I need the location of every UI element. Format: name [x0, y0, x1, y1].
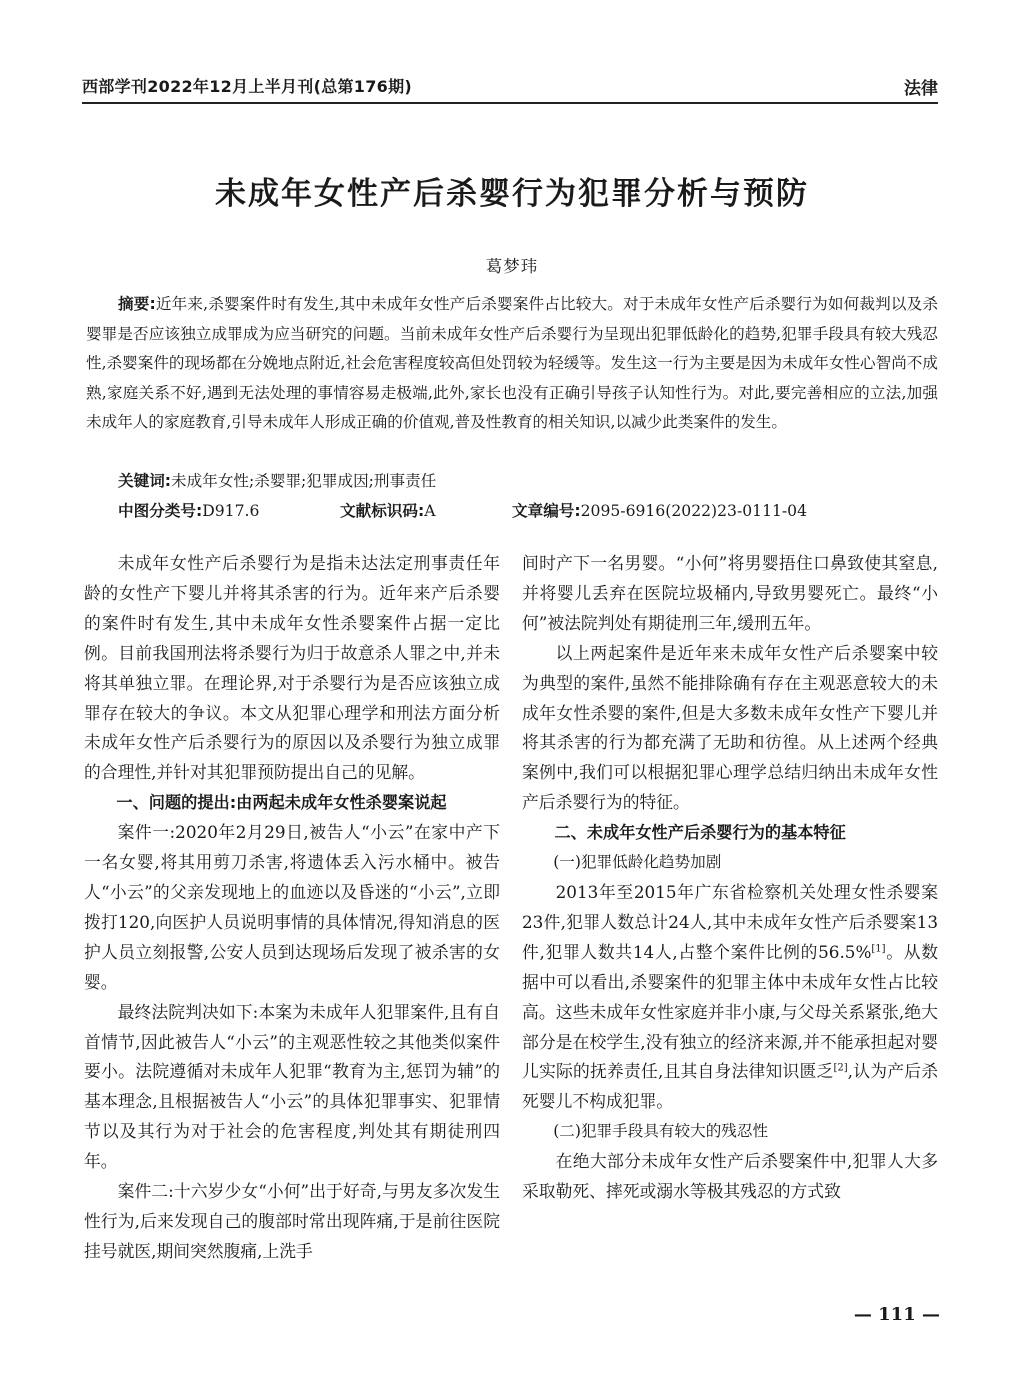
paragraph: 在绝大部分未成年女性产后杀婴案件中,犯罪人大多采取勒死、摔死或溺水等极其残忍的方式致 [522, 1151, 938, 1202]
abstract-label: 摘要: [118, 295, 156, 313]
paragraph: 间时产下一名男婴。“小何”将男婴捂住口鼻致使其窒息,并将婴儿丢弃在医院垃圾桶内,导致男婴死亡。最终“小何”被法院判处有期徒刑三年,缓刑五年。 [522, 553, 938, 633]
abstract [86, 290, 938, 438]
abstract-text: 近年来,杀婴案件时有发生,其中未成年女性产后杀婴案件占比较大。对于未成年女性产后杀婴行为如何裁判以及杀婴罪是否应该独立成罪成为应当研究的问题。当前未成年女性产后杀婴行为呈现出犯罪低龄化的趋势,犯罪手段具有较大残忍性,杀婴案件的现场都在分娩地点附近,社会危害程度较高但处罚较为轻缓等。发生这一行为主要是因为未成年女性心智尚不成熟,家庭关系不好,遇到无法处理的事情容易走极端,此外,家长也没有正确引导孩子认知性行为。对此,要完善相应的立法,加强未成年人的家庭教育,引导未成年人形成正确的价值观,普及性教育的相关知识,以减少此类案件的发生。 [86, 295, 938, 431]
document-code [340, 499, 435, 521]
article-no-label: 文章编号: [512, 502, 581, 520]
running-header [82, 70, 938, 104]
doc-value: A [424, 502, 436, 520]
paragraph: 案件二:十六岁少女“小何”出于好奇,与男友多次发生性行为,后来发现自己的腹部时常出现阵痛,于是前往医院挂号就医,期间突然腹痛,上洗手 [84, 1181, 500, 1261]
right-column [522, 549, 938, 1207]
paragraph: 案件一:2020年2月29日,被告人“小云”在家中产下一名女婴,将其用剪刀杀害,将遗体丢入污水桶中。被告人“小云”的父亲发现地上的血迹以及昏迷的“小云”,立即拨打120,向医护人员说明事情的具体情况,得知消息的医护人员立刻报警,公安人员到达现场后发现了被杀害的女婴。 [84, 822, 500, 992]
article-title: 未成年女性产后杀婴行为犯罪分析与预防 [215, 176, 809, 212]
subsection-heading: (一)犯罪低龄化趋势加剧 [553, 853, 722, 872]
article-number [512, 499, 807, 521]
clc-number [118, 499, 259, 521]
page-number: — 111 — [853, 1304, 940, 1325]
doc-label: 文献标识码: [340, 502, 425, 520]
section-heading-2: 二、未成年女性产后杀婴行为的基本特征 [554, 823, 846, 843]
section-heading-1: 一、问题的提出:由两起未成年女性杀婴案说起 [116, 793, 447, 813]
keywords-text: 未成年女性;杀婴罪;犯罪成因;刑事责任 [171, 472, 437, 490]
keywords-label: 关键词: [118, 472, 172, 490]
paragraph: 未成年女性产后杀婴行为是指未达法定刑事责任年龄的女性产下婴儿并将其杀害的行为。近年来产后杀婴的案件时有发生,其中未成年女性杀婴案件占据一定比例。目前我国刑法将杀婴行为归于故意杀人罪之中,并未将其单独立罪。在理论界,对于杀婴行为是否应该独立成罪存在较大的争议。本文从犯罪心理学和刑法方面分析未成年女性产后杀婴行为的原因以及杀婴行为独立成罪的合理性,并针对其犯罪预防提出自己的见解。 [84, 553, 500, 783]
clc-value: D917.6 [202, 502, 260, 520]
section-name: 法律 [904, 79, 938, 99]
journal-issue: 西部学刊2022年12月上半月刊(总第176期) [82, 77, 413, 96]
citation-ref: [2] [833, 1062, 848, 1074]
keywords [118, 469, 436, 491]
citation-ref: [1] [871, 943, 886, 955]
article-author: 葛梦玮 [485, 257, 539, 276]
paragraph: 2013年至2015年广东省检察机关处理女性杀婴案23件,犯罪人数总计24人,其中未成年女性产后杀婴案13件,犯罪人数共14人,占整个案件比例的56.5%[1]。从数据中可以看出,杀婴案件的犯罪主体中未成年女性占比较高。这些未成年女性家庭并非小康,与父母关系紧张,绝大部分是在校学生,没有独立的经济来源,并不能承担起对婴儿实际的抚养责任,且其自身法律知识匮乏[2],认为产后杀死婴儿不构成犯罪。 [522, 881, 938, 1112]
left-column [84, 549, 500, 1267]
clc-label: 中图分类号: [118, 502, 203, 520]
paragraph: 以上两起案件是近年来未成年女性产后杀婴案中较为典型的案件,虽然不能排除确有存在主观恶意较大的未成年女性杀婴的案件,但是大多数未成年女性产下婴儿并将其杀害的行为都充满了无助和彷徨。从上述两个经典案例中,我们可以根据犯罪心理学总结归纳出未成年女性产后杀婴行为的特征。 [522, 642, 938, 813]
paragraph: 最终法院判决如下:本案为未成年人犯罪案件,且有自首情节,因此被告人“小云”的主观恶性较之其他类似案件要小。法院遵循对未成年人犯罪“教育为主,惩罚为辅”的基本理念,且根据被告人“小云”的具体犯罪事实、犯罪情节以及其行为对于社会的危害程度,判处其有期徒刑四年。 [84, 1001, 500, 1172]
subsection-heading: (二)犯罪手段具有较大的残忍性 [553, 1122, 769, 1141]
article-no-value: 2095-6916(2022)23-0111-04 [580, 502, 808, 520]
